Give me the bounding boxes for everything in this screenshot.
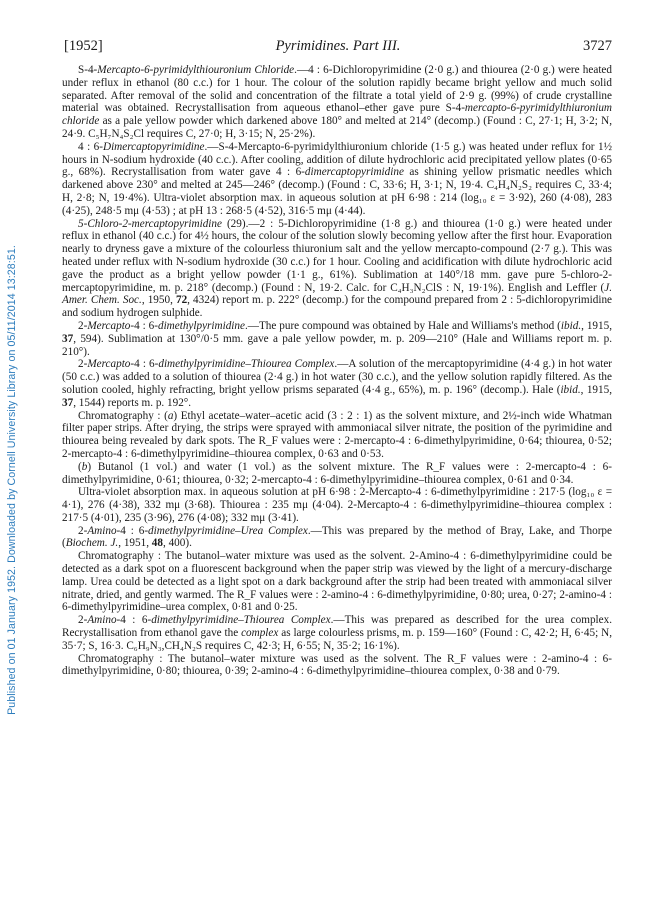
paragraph — [62, 320, 612, 358]
publication-sidebar — [3, 150, 21, 810]
header-year: [1952] — [64, 38, 103, 54]
text-run: dimercaptopyrimidine — [304, 166, 404, 179]
text-run: .—A solution of the mercaptopyrimidine (4·4 g.) in hot water (50 c.c.) was added to a solution of thiourea (2·4 g.) in hot water (30 c.c.), and the yellow solution rapidly filtered. As the solution cooled, highly refracting, bright yellow prisms separated (4·4 g., 65%), m. p. 196° (decomp.). Hale ( — [62, 358, 613, 396]
text-run: Chromatography : ( — [78, 409, 168, 422]
text-run: 2- — [78, 358, 88, 371]
publication-notice-link[interactable]: Published on 01 January 1952. Downloaded by Cornell University Library on 05/11/2014 13:28:51. — [6, 245, 18, 715]
text-run: Amino — [87, 524, 117, 537]
text-run: .—S-4-Mercapto-6-pyrimidylthiuronium chloride (1·5 g.) was heated under reflux for 1½ hours in N-sodium hydroxide (40 c.c.). After cooling, addition of dilute hydrochloric acid precipitated yellow plates (0·65 g., 68%). Recrystallisation from water gave 4 : 6- — [62, 140, 612, 179]
text-run: .—This was prepared as described for the urea complex. Recrystallisation from ethanol gave the — [62, 614, 612, 640]
text-run: 37 — [62, 396, 74, 409]
article-body — [62, 64, 612, 678]
text-run: Ultra-violet absorption max. in aqueous solution at pH 6·98 : 2-Mercapto-4 : 6-dimethylpyrimidine : 217·5 (log₁₀ ε = 4·1), 276 (4·38), 332 mμ (3·68). Thiourea : 235 mμ (4·04). 2-Mercapto-4 : 6-dimethylpyrimidine–thiourea complex : 217·5 (4·01), 235 (3·96), 276 (4·08); 332 mμ (3·41). — [62, 486, 612, 524]
paragraph — [62, 64, 612, 141]
running-header — [64, 38, 612, 60]
paragraph — [62, 486, 612, 524]
text-run: ) Ethyl acetate–water–acetic acid (3 : 2 : 1) as the solvent mixture, and 2½-inch wide Whatman filter paper strips. After drying, the strips were sprayed with ammoniacal silver nitrate, the position of the pyrimidine and thiourea being revealed by dark spots. The R_F values were : 2-mercapto-4 : 6-dimethylpyrimidine, 0·64; thiourea, 0·52; 2-mercapto-4 : 6-dimethylpyrimidine–thiourea complex, 0·63 and 0·53. — [62, 409, 612, 460]
text-run: Mercapto — [87, 358, 131, 371]
paragraph — [62, 525, 612, 551]
text-run: b — [81, 460, 88, 473]
text-run: ibid. — [560, 319, 582, 332]
text-run: mercapto-6-pyrimidylthiuronium chloride — [62, 102, 612, 128]
text-run: -4 : 6- — [116, 614, 152, 627]
paragraph — [62, 218, 612, 320]
text-run: 2- — [78, 614, 88, 627]
text-run: ibid. — [560, 383, 581, 396]
paragraph — [62, 461, 612, 487]
text-run: -4 : 6- — [130, 358, 159, 371]
text-run: Mercapto-6-pyrimidylthiouronium Chloride — [97, 64, 295, 76]
text-run: 2- — [78, 524, 88, 537]
text-run: , 1950, — [141, 294, 176, 307]
text-run: 2- — [78, 319, 88, 332]
text-run: Biochem. J. — [65, 537, 119, 550]
paragraph — [62, 410, 612, 461]
text-run: , 1915, — [580, 383, 613, 396]
paragraph — [62, 653, 612, 679]
paragraph — [62, 358, 612, 409]
text-run: as a pale yellow powder which darkened above 180° and melted at 214° (decomp.) (Found : C, 27·1; H, 3·2; N, 24·9. C₅H₇N₄S₂Cl requires C, 27·0; H, 3·15; N, 25·2%). — [62, 115, 612, 140]
paragraph — [62, 614, 612, 652]
text-run: ( — [78, 460, 82, 473]
text-run: as large colourless prisms, m. p. 159—160° (Found : C, 42·2; H, 6·45; N, 35·7; S, 16·3. C₆H₉N₃,CH₄N₂S requires C, 42·3; H, 6·55; N, 35·2; 16·1%). — [62, 627, 612, 652]
text-run: (29).—2 : 5-Dichloropyrimidine (1·8 g.) and thiourea (1·0 g.) were heated under reflux in ethanol (40 c.c.) for 4½ hours, the colour of the solution slowly becoming yellow after the first hour. Evaporation nearly to dryness gave a mixture of the colourless thiuronium salt and the yellow mercapto-compound (2·7 g.). This was heated under reflux with N-sodium hydroxide (30 c.c.) for 1 hour. Cooling and acidification with dilute hydrochloric acid gave the product as a bright yellow powder (1·1 g., 61%). Sublimation at 140°/18 mm. gave pure 5-chloro-2-mercaptopyrimidine, m. p. 218° (decomp.) (Found : N, 19·2. Calc. for C₄H₃N₂ClS : N, 19·1%). English and Leffler ( — [62, 217, 612, 294]
text-run: 48 — [151, 537, 163, 550]
text-run: dimethylpyrimidine — [157, 319, 245, 332]
text-run: S-4- — [78, 64, 98, 76]
text-run: , 4324) report m. p. 222° (decomp.) for the compound prepared from 2 : 5-dichloropyrimidine and sodium hydrogen sulphide. — [62, 294, 613, 320]
text-run: 37 — [62, 332, 74, 345]
text-run: 5-Chloro-2-mercaptopyrimidine — [78, 217, 222, 230]
text-run: dimethylpyrimidine–Thiourea Complex — [151, 614, 331, 627]
text-run: complex — [241, 627, 279, 640]
text-run: Chromatography : The butanol–water mixture was used as the solvent. The R_F values were : 2-amino-4 : 6-dimethylpyrimidine, 0·80; thiourea, 0·39; 2-amino-4 : 6-dimethylpyrimidine–thiourea complex, 0·38 and 0·79. — [62, 652, 612, 678]
text-run: ) Butanol (1 vol.) and water (1 vol.) as the solvent mixture. The R_F values were : 2-mercapto-4 : 6-dimethylpyrimidine, 0·61; thiourea, 0·32; 2-mercapto-4 : 6-dimethylpyrimidine–thiourea complex, 0·61 and 0·34. — [62, 460, 612, 486]
page-number: 3727 — [583, 38, 612, 54]
text-run: 4 : 6- — [78, 140, 103, 153]
text-run: dimethylpyrimidine–Thiourea Complex — [158, 358, 335, 371]
paragraph — [62, 550, 612, 614]
text-run: Chromatography : The butanol–water mixture was used as the solvent. 2-Amino-4 : 6-dimethylpyrimidine could be detected as a dark spot on a fluorescent background when the paper strip was viewed by the light of a mercury-discharge lamp. Urea could be detected as a light spot on a dark background after the strip had been treated with ammoniacal silver nitrate, dried, and gently warmed. The R_F values were : 2-amino-4 : 6-dimethylpyrimidine, 0·80; urea, 0·27; 2-amino-4 : 6-dimethylpyrimidine–urea complex, 0·81 and 0·25. — [62, 550, 612, 614]
header-title: Pyrimidines. Part III. — [275, 38, 401, 54]
text-run: 72 — [175, 294, 188, 307]
text-run: Amino — [87, 614, 117, 627]
text-run: -4 : 6- — [130, 319, 158, 332]
text-run: a — [167, 409, 174, 422]
text-run: , 1915, — [581, 319, 612, 332]
text-run: as shining yellow prismatic needles which darkened above 230° and melted at 245—246° (decomp.) (Found : C, 33·6; H, 3·1; N, 19·4. C₄H₄N₂S₂ requires C, 33·4; H, 2·8; N, 19·4%). Ultra-violet absorption max. in aqueous solution at pH 6·98 : 214 (log₁₀ ε = 3·92), 260 (4·08), 283 (4·25), 248·5 mμ (4·53) ; at pH 13 : 268·5 (4·52), 316·5 mμ (4·44). — [62, 166, 613, 217]
text-run: Dimercaptopyrimidine — [102, 140, 205, 153]
text-run: , 1951, — [118, 537, 152, 550]
text-run: .—4 : 6-Dichloropyrimidine (2·0 g.) and thiourea (2·0 g.) were heated under reflux in ethanol (80 c.c.) for 1 hour. The colour of the solution rapidly became bright yellow and much solid separated. After removal of the solid and concentration of the filtrate a total yield of 2·9 g. (99%) of crude crystalline material was obtained. Recrystallisation from aqueous ethanol–ether gave pure S-4- — [62, 64, 612, 115]
text-run: .—This was prepared by the method of Bray, Lake, and Thorpe ( — [62, 524, 612, 550]
text-run: dimethylpyrimidine–Urea Complex — [148, 524, 308, 537]
text-run: , 400). — [162, 537, 192, 550]
text-run: , 1544) reports m. p. 192°. — [73, 396, 192, 409]
text-run: J. Amer. Chem. Soc. — [62, 281, 612, 307]
paragraph — [62, 141, 612, 218]
text-run: Mercapto — [87, 319, 131, 332]
text-run: , 594). Sublimation at 130°/0·5 mm. gave a pale yellow powder, m. p. 209—210° (Hale and Williams report m. p. 210°). — [62, 332, 612, 358]
text-run: -4 : 6- — [116, 524, 149, 537]
text-run: .—The pure compound was obtained by Hale and Williams's method ( — [244, 319, 561, 332]
